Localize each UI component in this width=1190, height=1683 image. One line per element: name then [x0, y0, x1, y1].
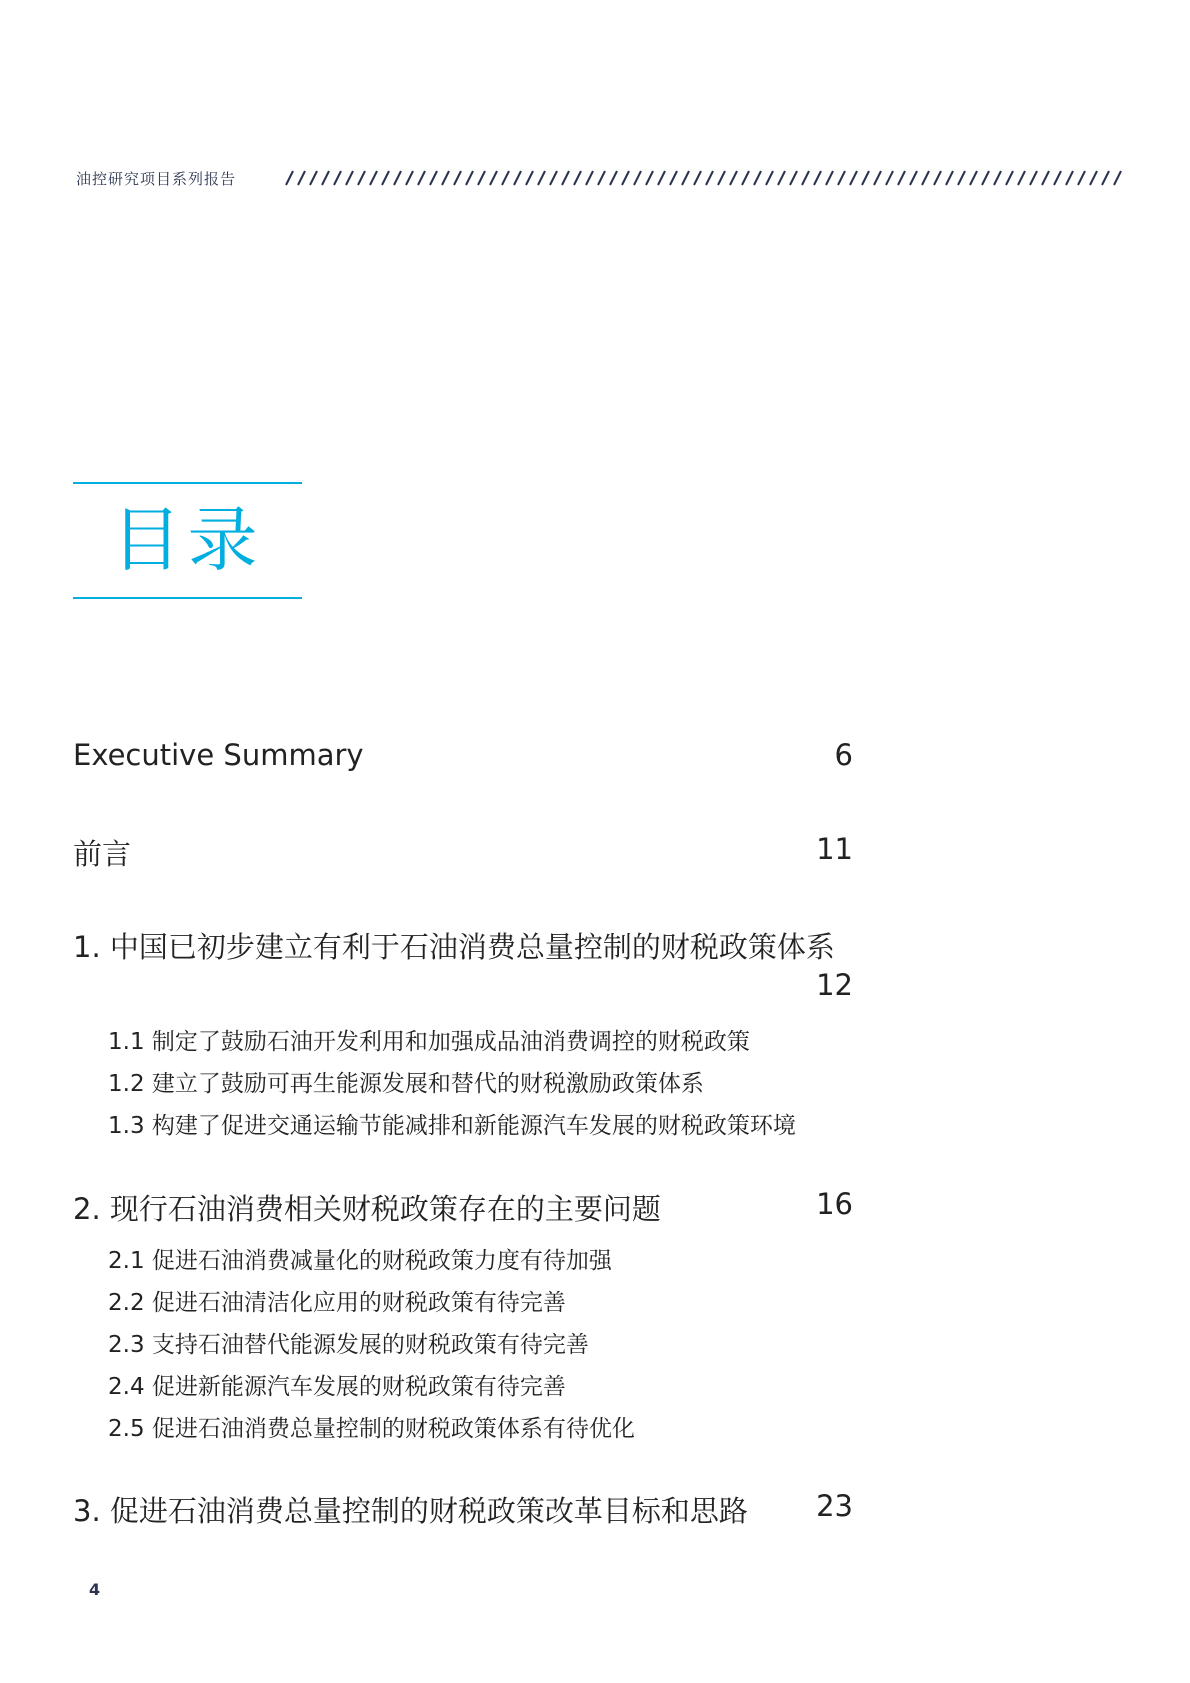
toc-entry-page: 16 [816, 1187, 853, 1221]
toc-entry-page: 23 [816, 1489, 853, 1523]
toc-entry-label: 3. 促进石油消费总量控制的财税政策改革目标和思路 [73, 1494, 748, 1528]
toc-entry-page: 11 [816, 832, 853, 866]
toc-title: 目录 [111, 499, 264, 581]
toc-entry-section-1[interactable] [73, 925, 853, 1015]
toc-subentry-2-2[interactable]: 2.2 促进石油清洁化应用的财税政策有待完善 [108, 1290, 566, 1316]
toc-entry-label: 前言 [73, 837, 132, 871]
toc-entry-page: 12 [816, 968, 853, 1002]
toc-title-top-rule [73, 482, 302, 484]
toc-entry-page: 6 [834, 738, 853, 772]
toc-subentry-2-1[interactable]: 2.1 促进石油消费减量化的财税政策力度有待加强 [108, 1248, 612, 1274]
toc-entry-label: Executive Summary [73, 738, 364, 772]
series-label: 油控研究项目系列报告 [76, 170, 237, 188]
hatch-decoration [284, 170, 1124, 186]
toc-subentry-1-1[interactable]: 1.1 制定了鼓励石油开发利用和加强成品油消费调控的财税政策 [108, 1029, 750, 1055]
toc-entry-label: 1. 中国已初步建立有利于石油消费总量控制的财税政策体系 [73, 930, 835, 964]
toc-subentry-2-3[interactable]: 2.3 支持石油替代能源发展的财税政策有待完善 [108, 1332, 589, 1358]
toc-subentry-2-4[interactable]: 2.4 促进新能源汽车发展的财税政策有待完善 [108, 1374, 566, 1400]
toc-subentry-1-2[interactable]: 1.2 建立了鼓励可再生能源发展和替代的财税激励政策体系 [108, 1071, 704, 1097]
toc-subentry-2-5[interactable]: 2.5 促进石油消费总量控制的财税政策体系有待优化 [108, 1416, 635, 1442]
page-number: 4 [89, 1580, 101, 1599]
toc-title-bottom-rule [73, 597, 302, 599]
toc-subentry-1-3[interactable]: 1.3 构建了促进交通运输节能减排和新能源汽车发展的财税政策环境 [108, 1113, 796, 1139]
toc-entry-label: 2. 现行石油消费相关财税政策存在的主要问题 [73, 1192, 661, 1226]
